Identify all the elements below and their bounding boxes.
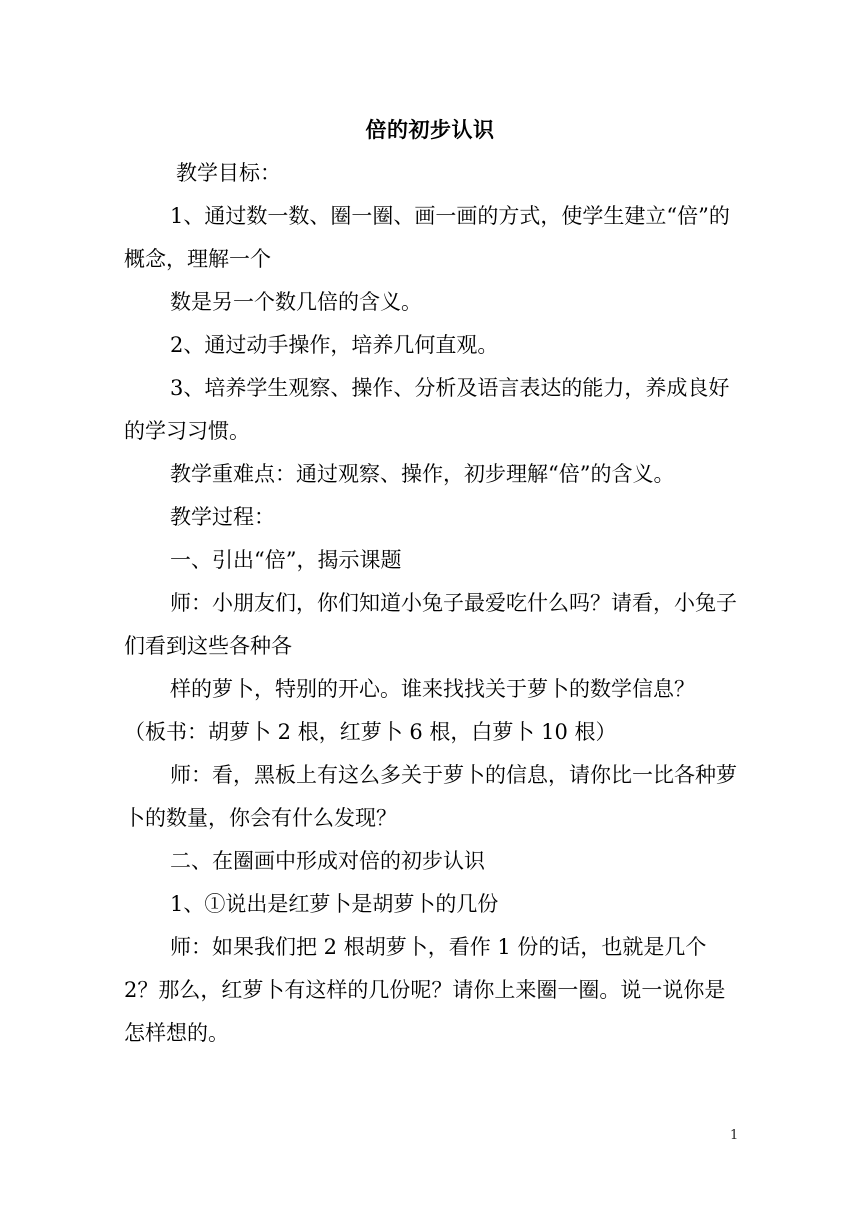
paragraph-teaching-goals-heading: 教学目标： — [176, 161, 281, 185]
paragraph-goal-1: 1、通过数一数、圈一圈、画一画的方式，使学生建立“倍”的概念，理解一个 — [124, 204, 730, 271]
paragraph-section-2-heading: 二、在圈画中形成对倍的初步认识 — [170, 849, 485, 873]
paragraph-step-1: 1、①说出是红萝卜是胡萝卜的几份 — [170, 892, 499, 916]
paragraph-process-heading: 教学过程： — [170, 505, 275, 529]
document-body — [124, 152, 740, 1055]
paragraph-goal-2: 2、通过动手操作，培养几何直观。 — [170, 333, 499, 357]
paragraph-teacher-1-cont: 样的萝卜，特别的开心。谁来找找关于萝卜的数学信息？ — [170, 677, 695, 701]
paragraph-teacher-2: 师：看，黑板上有这么多关于萝卜的信息，请你比一比各种萝卜的数量，你会有什么发现？ — [124, 763, 737, 830]
paragraph-teacher-3: 师：如果我们把 2 根胡萝卜，看作 1 份的话，也就是几个 2？那么，红萝卜有这样的几份呢？请你上来圈一圈。说一说你是怎样想的。 — [124, 935, 726, 1045]
paragraph-section-1-heading: 一、引出“倍”，揭示课题 — [170, 548, 402, 572]
paragraph-key-points: 教学重难点：通过观察、操作，初步理解“倍”的含义。 — [170, 462, 675, 486]
paragraph-goal-1-cont: 数是另一个数几倍的含义。 — [170, 290, 422, 314]
paragraph-teacher-1: 师：小朋友们，你们知道小兔子最爱吃什么吗？请看，小兔子们看到这些各种各 — [124, 591, 737, 658]
document-title: 倍的初步认识 — [365, 117, 495, 142]
paragraph-goal-3: 3、培养学生观察、操作、分析及语言表达的能力，养成良好的学习习惯。 — [124, 376, 730, 443]
paragraph-board-note: （板书：胡萝卜 2 根，红萝卜 6 根，白萝卜 10 根） — [124, 720, 617, 744]
page-number: 1 — [730, 1128, 739, 1143]
